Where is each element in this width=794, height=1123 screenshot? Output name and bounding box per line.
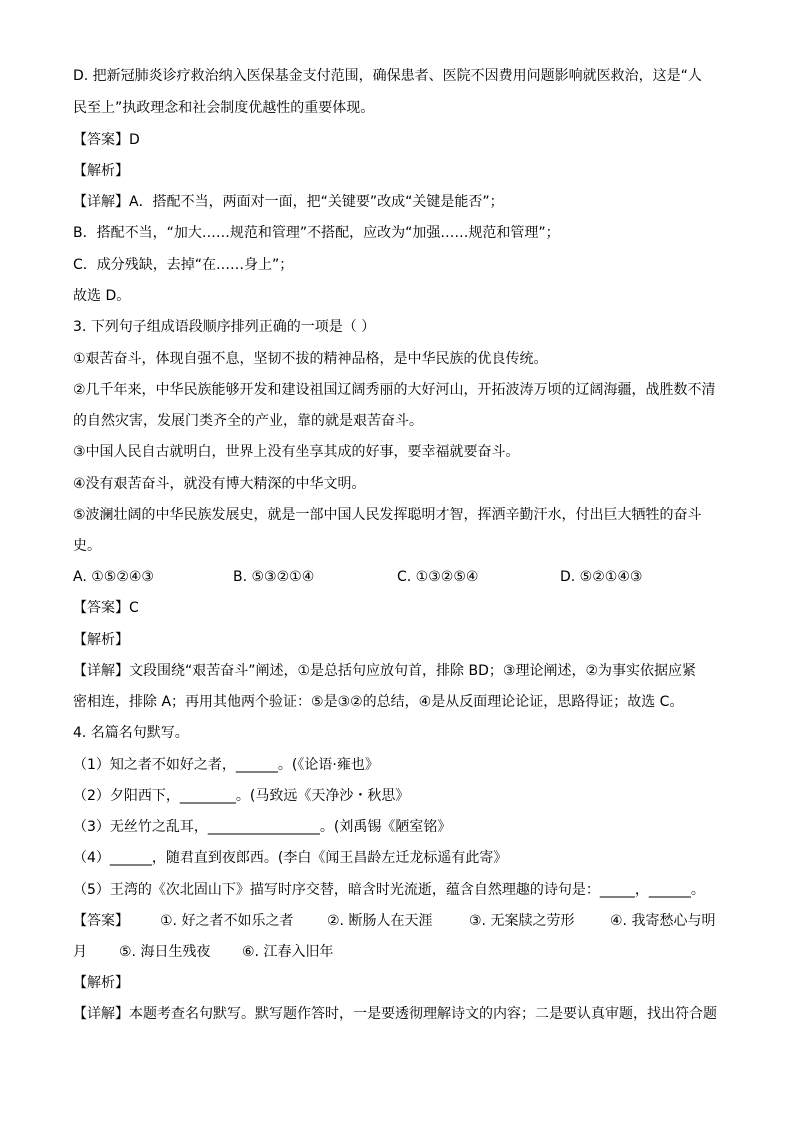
answer-label: 【答案】 xyxy=(73,913,129,929)
analysis-label: 【解析】 xyxy=(73,632,129,648)
option-d: D. ⑤②①④③ xyxy=(560,569,643,585)
question-title: 4. 名篇名句默写。 xyxy=(73,725,189,741)
answer-item: ④. 我寄愁心与明 xyxy=(610,913,716,929)
answer-item: ⑤. 海日生残夜 xyxy=(119,944,211,960)
text-line: （5）王湾的《次北固山下》描写时序交替，暗含时光流逝，蕴含自然理趣的诗句是：_____，______。 xyxy=(73,882,705,898)
text-line: C．成分残缺，去掉“在……身上”； xyxy=(73,257,294,273)
answer-label: 【答案】D xyxy=(73,132,140,148)
option-a: A. ①⑤②④③ xyxy=(73,569,154,585)
answer-item: ②. 断肠人在天涯 xyxy=(327,913,433,929)
analysis-label: 【解析】 xyxy=(73,975,129,991)
analysis-label: 【解析】 xyxy=(73,163,129,179)
text-line: （1）知之者不如好之者，______。(《论语·雍也》 xyxy=(73,757,379,773)
answer-item: ⑥. 江春入旧年 xyxy=(242,944,334,960)
text-line: 【详解】文段围绕“艰苦奋斗”阐述，①是总括句应放句首，排除 BD；③理论阐述，②为事实依据应紧 xyxy=(73,663,696,679)
answer-item: ①. 好之者不如乐之者 xyxy=(160,913,294,929)
text-line: ③中国人民自古就明白，世界上没有坐享其成的好事，要幸福就要奋斗。 xyxy=(73,444,520,460)
text-line: 故选 D。 xyxy=(73,288,131,304)
text-line: 【详解】本题考查名句默写。默写题作答时，一是要透彻理解诗文的内容；二是要认真审题，找出符合题 xyxy=(73,1006,717,1022)
answer-item: ③. 无案牍之劳形 xyxy=(469,913,575,929)
text-line: 民至上”执政理念和社会制度优越性的重要体现。 xyxy=(73,100,375,116)
text-line: 史。 xyxy=(73,538,101,554)
answer-wrap: 月 xyxy=(73,944,87,960)
option-b: B. ⑤③②①④ xyxy=(233,569,315,585)
text-line: （4）______，随君直到夜郎西。(李白《闻王昌龄左迁龙标遥有此寄》 xyxy=(73,850,508,866)
text-line: ⑤波澜壮阔的中华民族发展史，就是一部中国人民发挥聪明才智，挥洒辛勤汗水，付出巨大牺牲的奋斗 xyxy=(73,507,702,523)
text-line: （2）夕阳西下，________。(马致远《天净沙・秋思》 xyxy=(73,788,410,804)
text-line: 的自然灾害，发展门类齐全的产业，靠的就是艰苦奋斗。 xyxy=(73,413,423,429)
text-line: （3）无丝竹之乱耳，________________。(刘禹锡《陋室铭》 xyxy=(73,819,452,835)
text-line: ①艰苦奋斗，体现自强不息，坚韧不拔的精神品格，是中华民族的优良传统。 xyxy=(73,351,548,367)
text-line: ②几千年来，中华民族能够开发和建设祖国辽阔秀丽的大好河山，开拓波涛万顷的辽阔海疆，战胜数不清 xyxy=(73,382,716,398)
text-line: 密相连，排除 A；再用其他两个验证：⑤是③②的总结，④是从反面理论论证，思路得证；故选 C。 xyxy=(73,694,684,710)
text-line: B．搭配不当，“加大……规范和管理”不搭配，应改为“加强……规范和管理”； xyxy=(73,225,560,241)
text-line: 【详解】A．搭配不当，两面对一面，把“关键要”改成“关键是能否”； xyxy=(73,194,504,210)
text-line: ④没有艰苦奋斗，就没有博大精深的中华文明。 xyxy=(73,476,366,492)
text-line: D. 把新冠肺炎诊疗救治纳入医保基金支付范围，确保患者、医院不因费用问题影响就医救治，这是“人 xyxy=(73,68,702,84)
question-title: 3. 下列句子组成语段顺序排列正确的一项是（ ） xyxy=(73,319,376,335)
answer-label: 【答案】C xyxy=(73,600,139,616)
option-c: C. ①③②⑤④ xyxy=(397,569,479,585)
